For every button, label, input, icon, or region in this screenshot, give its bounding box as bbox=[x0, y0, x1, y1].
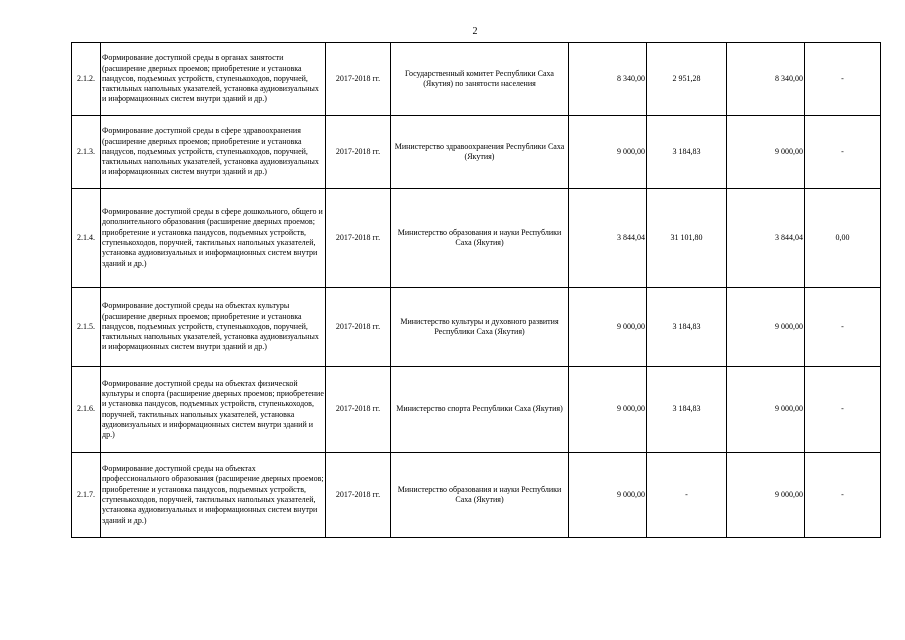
measure-description: Формирование доступной среды на объектах профессионального образования (расширение дверных проемов; приобретение и установка пандусов, подъемных устройств, ступенькоходов, поручней, тактильных напольных указателей, установка аудиовизуальных и информационных систем внутри зданий и др.) bbox=[101, 453, 326, 538]
amount-column-2: 2 951,28 bbox=[647, 43, 727, 116]
amount-column-1: 8 340,00 bbox=[569, 43, 647, 116]
implementation-period: 2017-2018 гг. bbox=[326, 367, 391, 453]
amount-column-4: - bbox=[805, 288, 881, 367]
row-number: 2.1.6. bbox=[72, 367, 101, 453]
amount-column-1: 9 000,00 bbox=[569, 453, 647, 538]
responsible-organization: Министерство здравоохранения Республики Саха (Якутия) bbox=[391, 116, 569, 189]
amount-column-3: 3 844,04 bbox=[727, 189, 805, 288]
row-number: 2.1.2. bbox=[72, 43, 101, 116]
amount-column-1: 3 844,04 bbox=[569, 189, 647, 288]
measure-description: Формирование доступной среды в сфере здравоохранения (расширение дверных проемов; приобретение и установка пандусов, подъемных устройств, ступенькоходов, поручней, тактильных напольных указателей, установка аудиовизуальных и информационных систем внутри зданий и др.) bbox=[101, 116, 326, 189]
amount-column-1: 9 000,00 bbox=[569, 288, 647, 367]
responsible-organization: Министерство спорта Республики Саха (Якутия) bbox=[391, 367, 569, 453]
implementation-period: 2017-2018 гг. bbox=[326, 116, 391, 189]
implementation-period: 2017-2018 гг. bbox=[326, 453, 391, 538]
implementation-period: 2017-2018 гг. bbox=[326, 189, 391, 288]
amount-column-2: 3 184,83 bbox=[647, 116, 727, 189]
responsible-organization: Министерство образования и науки Республики Саха (Якутия) bbox=[391, 189, 569, 288]
amount-column-1: 9 000,00 bbox=[569, 367, 647, 453]
amount-column-3: 9 000,00 bbox=[727, 116, 805, 189]
amount-column-3: 8 340,00 bbox=[727, 43, 805, 116]
measure-description: Формирование доступной среды на объектах физической культуры и спорта (расширение дверных проемов; приобретение и установка пандусов, подъемных устройств, ступенькоходов, поручней, тактильных напольных указателей, установка аудиовизуальных и информационных систем внутри зданий и др.) bbox=[101, 367, 326, 453]
row-number: 2.1.3. bbox=[72, 116, 101, 189]
amount-column-4: - bbox=[805, 43, 881, 116]
amount-column-4: - bbox=[805, 116, 881, 189]
program-measures-table bbox=[71, 42, 881, 538]
amount-column-4: - bbox=[805, 453, 881, 538]
table-row bbox=[72, 367, 881, 453]
amount-column-4: - bbox=[805, 367, 881, 453]
amount-column-2: 3 184,83 bbox=[647, 367, 727, 453]
implementation-period: 2017-2018 гг. bbox=[326, 43, 391, 116]
measure-description: Формирование доступной среды в органах занятости (расширение дверных проемов; приобретение и установка пандусов, подъемных устройств, ступенькоходов, поручней, тактильных напольных указателей, установка аудиовизуальных и информационных систем внутри зданий и др.) bbox=[101, 43, 326, 116]
implementation-period: 2017-2018 гг. bbox=[326, 288, 391, 367]
responsible-organization: Министерство культуры и духовного развития Республики Саха (Якутия) bbox=[391, 288, 569, 367]
amount-column-2: - bbox=[647, 453, 727, 538]
amount-column-3: 9 000,00 bbox=[727, 288, 805, 367]
row-number: 2.1.4. bbox=[72, 189, 101, 288]
page-number: 2 bbox=[472, 26, 478, 37]
row-number: 2.1.5. bbox=[72, 288, 101, 367]
table-row bbox=[72, 116, 881, 189]
responsible-organization: Министерство образования и науки Республики Саха (Якутия) bbox=[391, 453, 569, 538]
responsible-organization: Государственный комитет Республики Саха (Якутия) по занятости населения bbox=[391, 43, 569, 116]
table-row bbox=[72, 288, 881, 367]
amount-column-2: 3 184,83 bbox=[647, 288, 727, 367]
amount-column-3: 9 000,00 bbox=[727, 367, 805, 453]
amount-column-3: 9 000,00 bbox=[727, 453, 805, 538]
amount-column-4: 0,00 bbox=[805, 189, 881, 288]
table-row bbox=[72, 189, 881, 288]
measure-description: Формирование доступной среды в сфере дошкольного, общего и дополнительного образования (расширение дверных проемов; приобретение и установка пандусов, подъемных устройств, ступенькоходов, поручней, тактильных напольных указателей, установка аудиовизуальных и информационных систем внутри зданий и др.) bbox=[101, 189, 326, 288]
measure-description: Формирование доступной среды на объектах культуры (расширение дверных проемов; приобретение и установка пандусов, подъемных устройств, ступенькоходов, поручней, тактильных напольных указателей, установка аудиовизуальных и информационных систем внутри зданий и др.) bbox=[101, 288, 326, 367]
table-row bbox=[72, 453, 881, 538]
row-number: 2.1.7. bbox=[72, 453, 101, 538]
table-row bbox=[72, 43, 881, 116]
amount-column-1: 9 000,00 bbox=[569, 116, 647, 189]
amount-column-2: 31 101,80 bbox=[647, 189, 727, 288]
